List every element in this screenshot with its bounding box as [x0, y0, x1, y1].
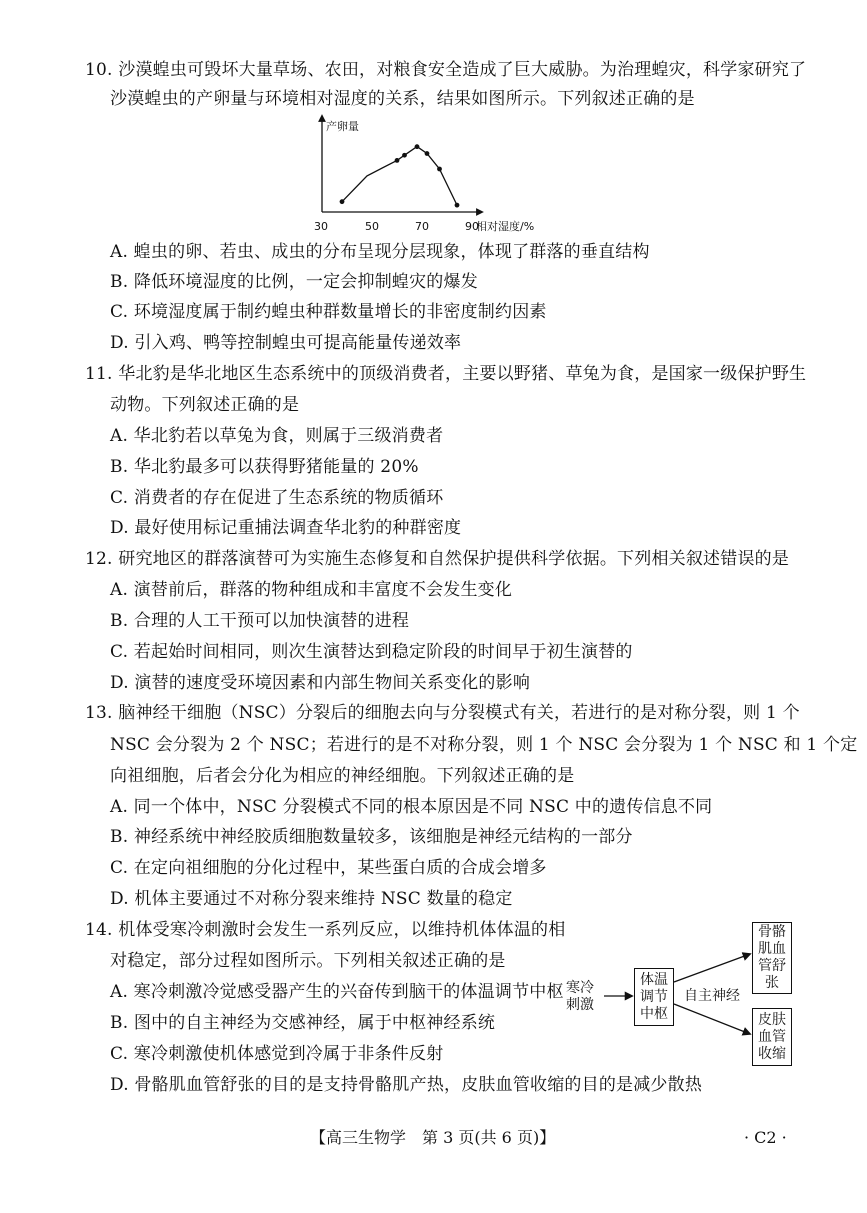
target-top-line4: 张 [765, 975, 779, 991]
q11-stem-line1: 11. 华北豹是华北地区生态系统中的顶级消费者，主要以野猪、草兔为食，是国家一级保护野生 [85, 364, 807, 384]
y-axis-label: 产卵量 [326, 120, 359, 133]
x-tick-label: 90 [465, 220, 479, 233]
q12-option-d: D. 演替的速度受环境因素和内部生物间关系变化的影响 [110, 673, 531, 693]
arrow-center-to-top [674, 954, 750, 982]
q10-stem-line1: 10. 沙漠蝗虫可毁坏大量草场、农田，对粮食安全造成了巨大威胁。为治理蝗灾，科学家研究了 [85, 60, 807, 80]
q13-option-a: A. 同一个体中，NSC 分裂模式不同的根本原因是不同 NSC 中的遗传信息不同 [110, 797, 713, 817]
data-point [415, 144, 420, 149]
stimulus-line1: 寒冷 [566, 980, 594, 996]
q12-option-a: A. 演替前后，群落的物种组成和丰富度不会发生变化 [110, 580, 513, 600]
data-point [402, 153, 407, 158]
data-point [395, 158, 400, 163]
q12-option-b: B. 合理的人工干预可以加快演替的进程 [110, 611, 410, 631]
q14-option-d: D. 骨骼肌血管舒张的目的是支持骨骼肌产热，皮肤血管收缩的目的是减少散热 [110, 1075, 703, 1095]
target-bottom-line2: 血管 [758, 1028, 786, 1045]
data-point [455, 203, 460, 208]
q14-stem-line2: 对稳定，部分过程如图所示。下列相关叙述正确的是 [110, 951, 506, 971]
q10-option-c: C. 环境湿度属于制约蝗虫种群数量增长的非密度制约因素 [110, 302, 547, 322]
q13-option-d: D. 机体主要通过不对称分裂来维持 NSC 数量的稳定 [110, 889, 513, 909]
q11-option-a: A. 华北豹若以草兔为食，则属于三级消费者 [110, 426, 444, 446]
chart-svg [300, 112, 535, 240]
q13-option-c: C. 在定向祖细胞的分化过程中，某些蛋白质的合成会增多 [110, 858, 547, 878]
target-top-line3: 管舒 [758, 958, 786, 974]
center-line1: 体温 [640, 971, 668, 988]
x-tick-label: 30 [314, 220, 328, 233]
target-bottom-line1: 皮肤 [758, 1011, 786, 1028]
q13-stem-line3: 向祖细胞，后者会分化为相应的神经细胞。下列叙述正确的是 [110, 766, 575, 786]
x-tick-label: 70 [415, 220, 429, 233]
stimulus-line2: 刺激 [566, 997, 594, 1013]
x-axis-label: 相对湿度/% [476, 220, 535, 233]
q10-stem-line2: 沙漠蝗虫的产卵量与环境相对湿度的关系，结果如图所示。下列叙述正确的是 [110, 89, 695, 109]
q11-stem-line2: 动物。下列叙述正确的是 [110, 395, 300, 415]
footer-code: · C2 · [744, 1128, 787, 1147]
q12-stem-line1: 12. 研究地区的群落演替可为实施生态修复和自然保护提供科学依据。下列相关叙述错误的是 [85, 549, 790, 569]
target-top-line1: 骨骼 [758, 924, 786, 940]
center-line3: 中枢 [640, 1005, 668, 1022]
data-point [437, 167, 442, 172]
q12-option-c: C. 若起始时间相同，则次生演替达到稳定阶段的时间早于初生演替的 [110, 642, 633, 662]
skin-vessel-box [752, 1008, 792, 1066]
q10-option-d: D. 引入鸡、鸭等控制蝗虫可提高能量传递效率 [110, 333, 462, 353]
series-line [342, 147, 457, 206]
target-top-line2: 肌血 [758, 941, 786, 957]
footer-title: 【高三生物学 第 3 页(共 6 页)】 [310, 1128, 556, 1147]
thermoregulation-diagram [560, 918, 800, 1068]
q11-option-d: D. 最好使用标记重捕法调查华北豹的种群密度 [110, 518, 462, 538]
skeletal-muscle-vessel-box [752, 922, 792, 994]
arrow-center-to-bottom [674, 1004, 750, 1034]
q13-stem-line2: NSC 会分裂为 2 个 NSC；若进行的是不对称分裂，则 1 个 NSC 会分裂为 1 个 NSC 和 1 个定 [110, 735, 858, 755]
x-tick-label: 50 [365, 220, 379, 233]
q11-option-b: B. 华北豹最多可以获得野猪能量的 20% [110, 457, 419, 477]
data-point [425, 151, 430, 156]
autonomic-nerve-label: 自主神经 [684, 988, 740, 1004]
q13-stem-line1: 13. 脑神经干细胞（NSC）分裂后的细胞去向与分裂模式有关，若进行的是对称分裂，则 1 个 [85, 703, 800, 723]
q13-option-b: B. 神经系统中神经胶质细胞数量较多，该细胞是神经元结构的一部分 [110, 827, 633, 847]
center-line2: 调节 [640, 988, 668, 1005]
data-point [340, 199, 345, 204]
target-bottom-line3: 收缩 [758, 1045, 786, 1062]
q10-option-b: B. 降低环境湿度的比例，一定会抑制蝗灾的爆发 [110, 272, 478, 292]
egg-humidity-chart [300, 112, 535, 240]
thermoregulation-center-box [634, 968, 674, 1026]
q14-option-a: A. 寒冷刺激冷觉感受器产生的兴奋传到脑干的体温调节中枢 [110, 982, 564, 1002]
q14-option-b: B. 图中的自主神经为交感神经，属于中枢神经系统 [110, 1013, 496, 1033]
q14-option-c: C. 寒冷刺激使机体感觉到冷属于非条件反射 [110, 1044, 444, 1064]
q11-option-c: C. 消费者的存在促进了生态系统的物质循环 [110, 488, 444, 508]
q14-stem-line1: 14. 机体受寒冷刺激时会发生一系列反应，以维持机体体温的相 [85, 920, 566, 940]
q10-option-a: A. 蝗虫的卵、若虫、成虫的分布呈现分层现象，体现了群落的垂直结构 [110, 242, 650, 262]
